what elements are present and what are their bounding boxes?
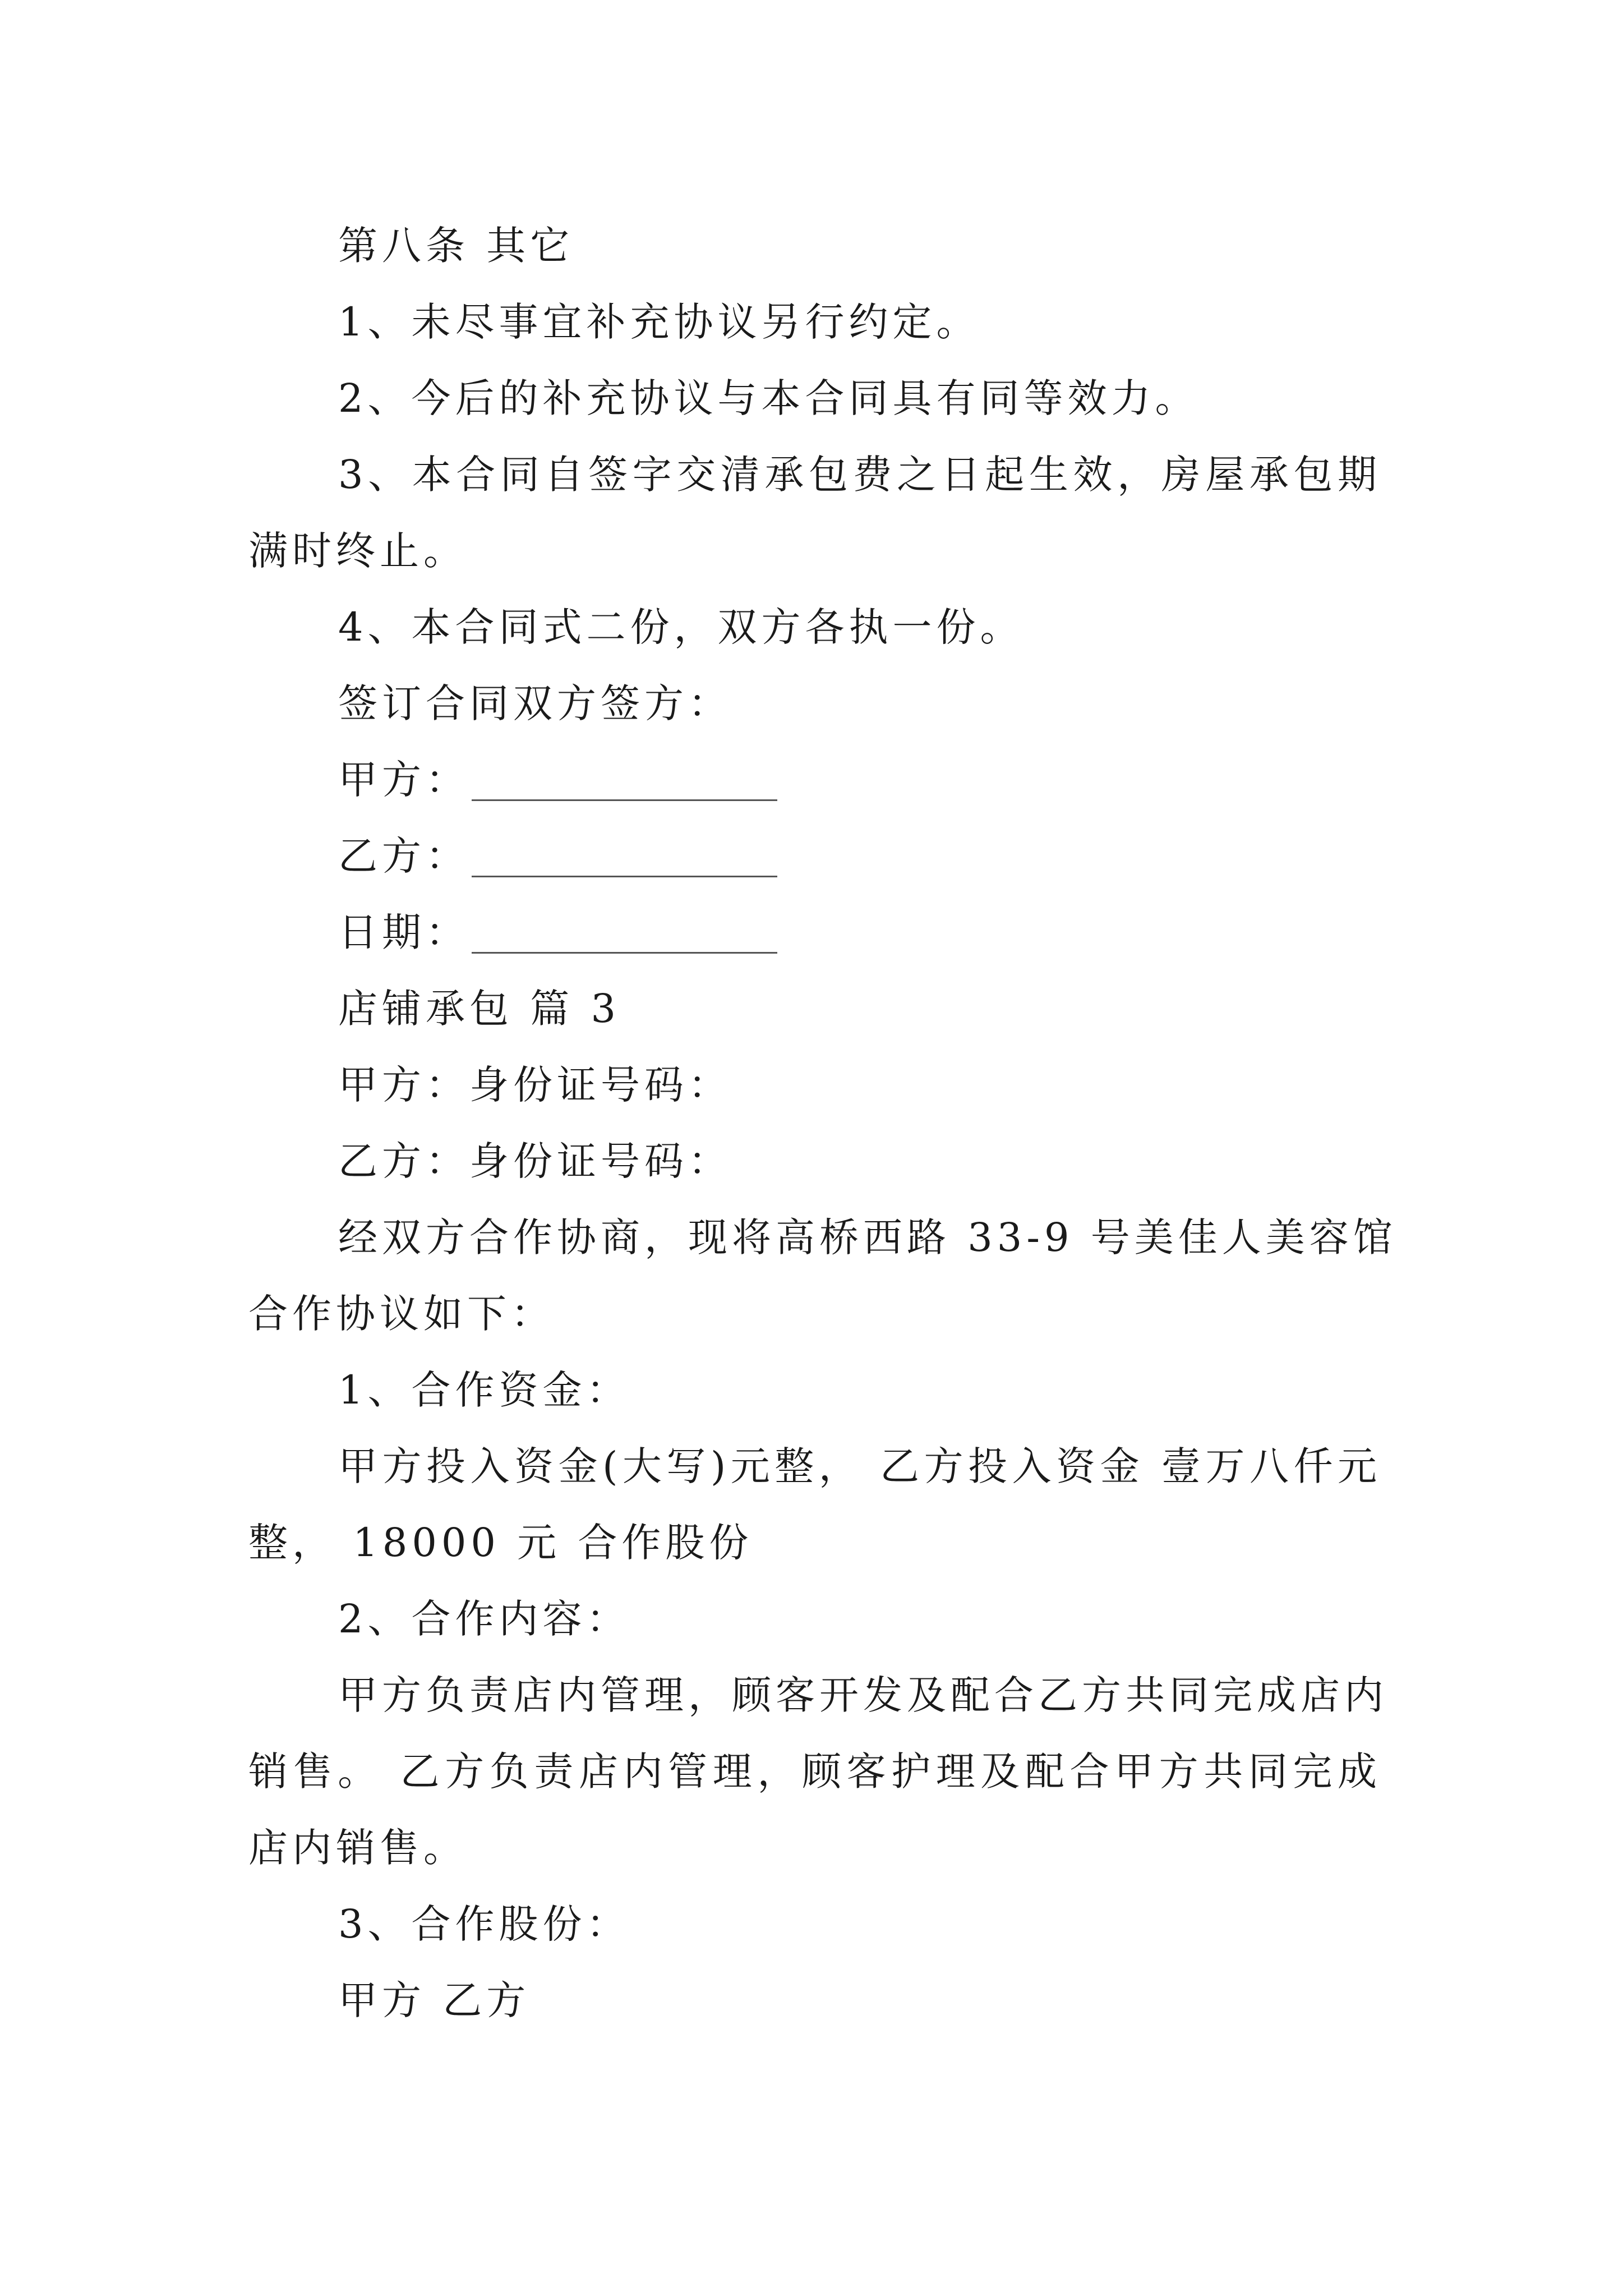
section-title-shop-contract-3: 店铺承包 篇 3 <box>338 986 621 1032</box>
item-2-line-2: 销售。 乙方负责店内管理，顾客护理及配合甲方共同完成 <box>248 1749 1381 1795</box>
party-b-signature-line <box>472 836 777 877</box>
clause-4: 4、本合同式二份，双方各执一份。 <box>338 604 1024 650</box>
section-heading-article-8: 第八条 其它 <box>338 223 574 269</box>
date-signature-line <box>472 913 777 954</box>
signatories-heading: 签订合同双方签方： <box>338 680 732 726</box>
date-label: 日期： <box>338 909 469 955</box>
clause-1: 1、未尽事宜补充协议另行约定。 <box>338 299 980 345</box>
item-2-heading: 2、合作内容： <box>338 1596 630 1642</box>
party-a-label: 甲方： <box>338 757 469 803</box>
party-b-label: 乙方： <box>338 833 469 879</box>
clause-2: 2、今后的补充协议与本合同具有同等效力。 <box>338 375 1199 421</box>
item-1-line-1: 甲方投入资金(大写)元整， 乙方投入资金 壹万八仟元 <box>338 1443 1381 1489</box>
intro-line-1: 经双方合作协商，现将高桥西路 33-9 号美佳人美容馆 <box>338 1214 1397 1260</box>
signature-date <box>248 894 1381 970</box>
signature-party-b <box>248 818 1381 894</box>
document-page <box>248 208 1397 2039</box>
item-1-line-2: 整， 18000 元 合作股份 <box>248 1520 753 1566</box>
item-3-heading: 3、合作股份： <box>338 1901 630 1947</box>
item-1-heading: 1、合作资金： <box>338 1367 630 1413</box>
item-3-parties: 甲方 乙方 <box>338 1977 531 2023</box>
signature-party-a <box>248 742 1381 818</box>
party-a-id-line: 甲方：身份证号码： <box>338 1062 732 1108</box>
item-2-line-1: 甲方负责店内管理，顾客开发及配合乙方共同完成店内 <box>338 1672 1388 1718</box>
intro-line-2: 合作协议如下： <box>248 1291 555 1337</box>
party-b-id-line: 乙方：身份证号码： <box>338 1138 732 1184</box>
clause-3-line-1: 3、本合同自签字交清承包费之日起生效，房屋承包期 <box>338 452 1381 498</box>
item-2-line-3: 店内销售。 <box>248 1825 467 1871</box>
clause-3-line-2: 满时终止。 <box>248 528 467 574</box>
party-a-signature-line <box>472 760 777 801</box>
